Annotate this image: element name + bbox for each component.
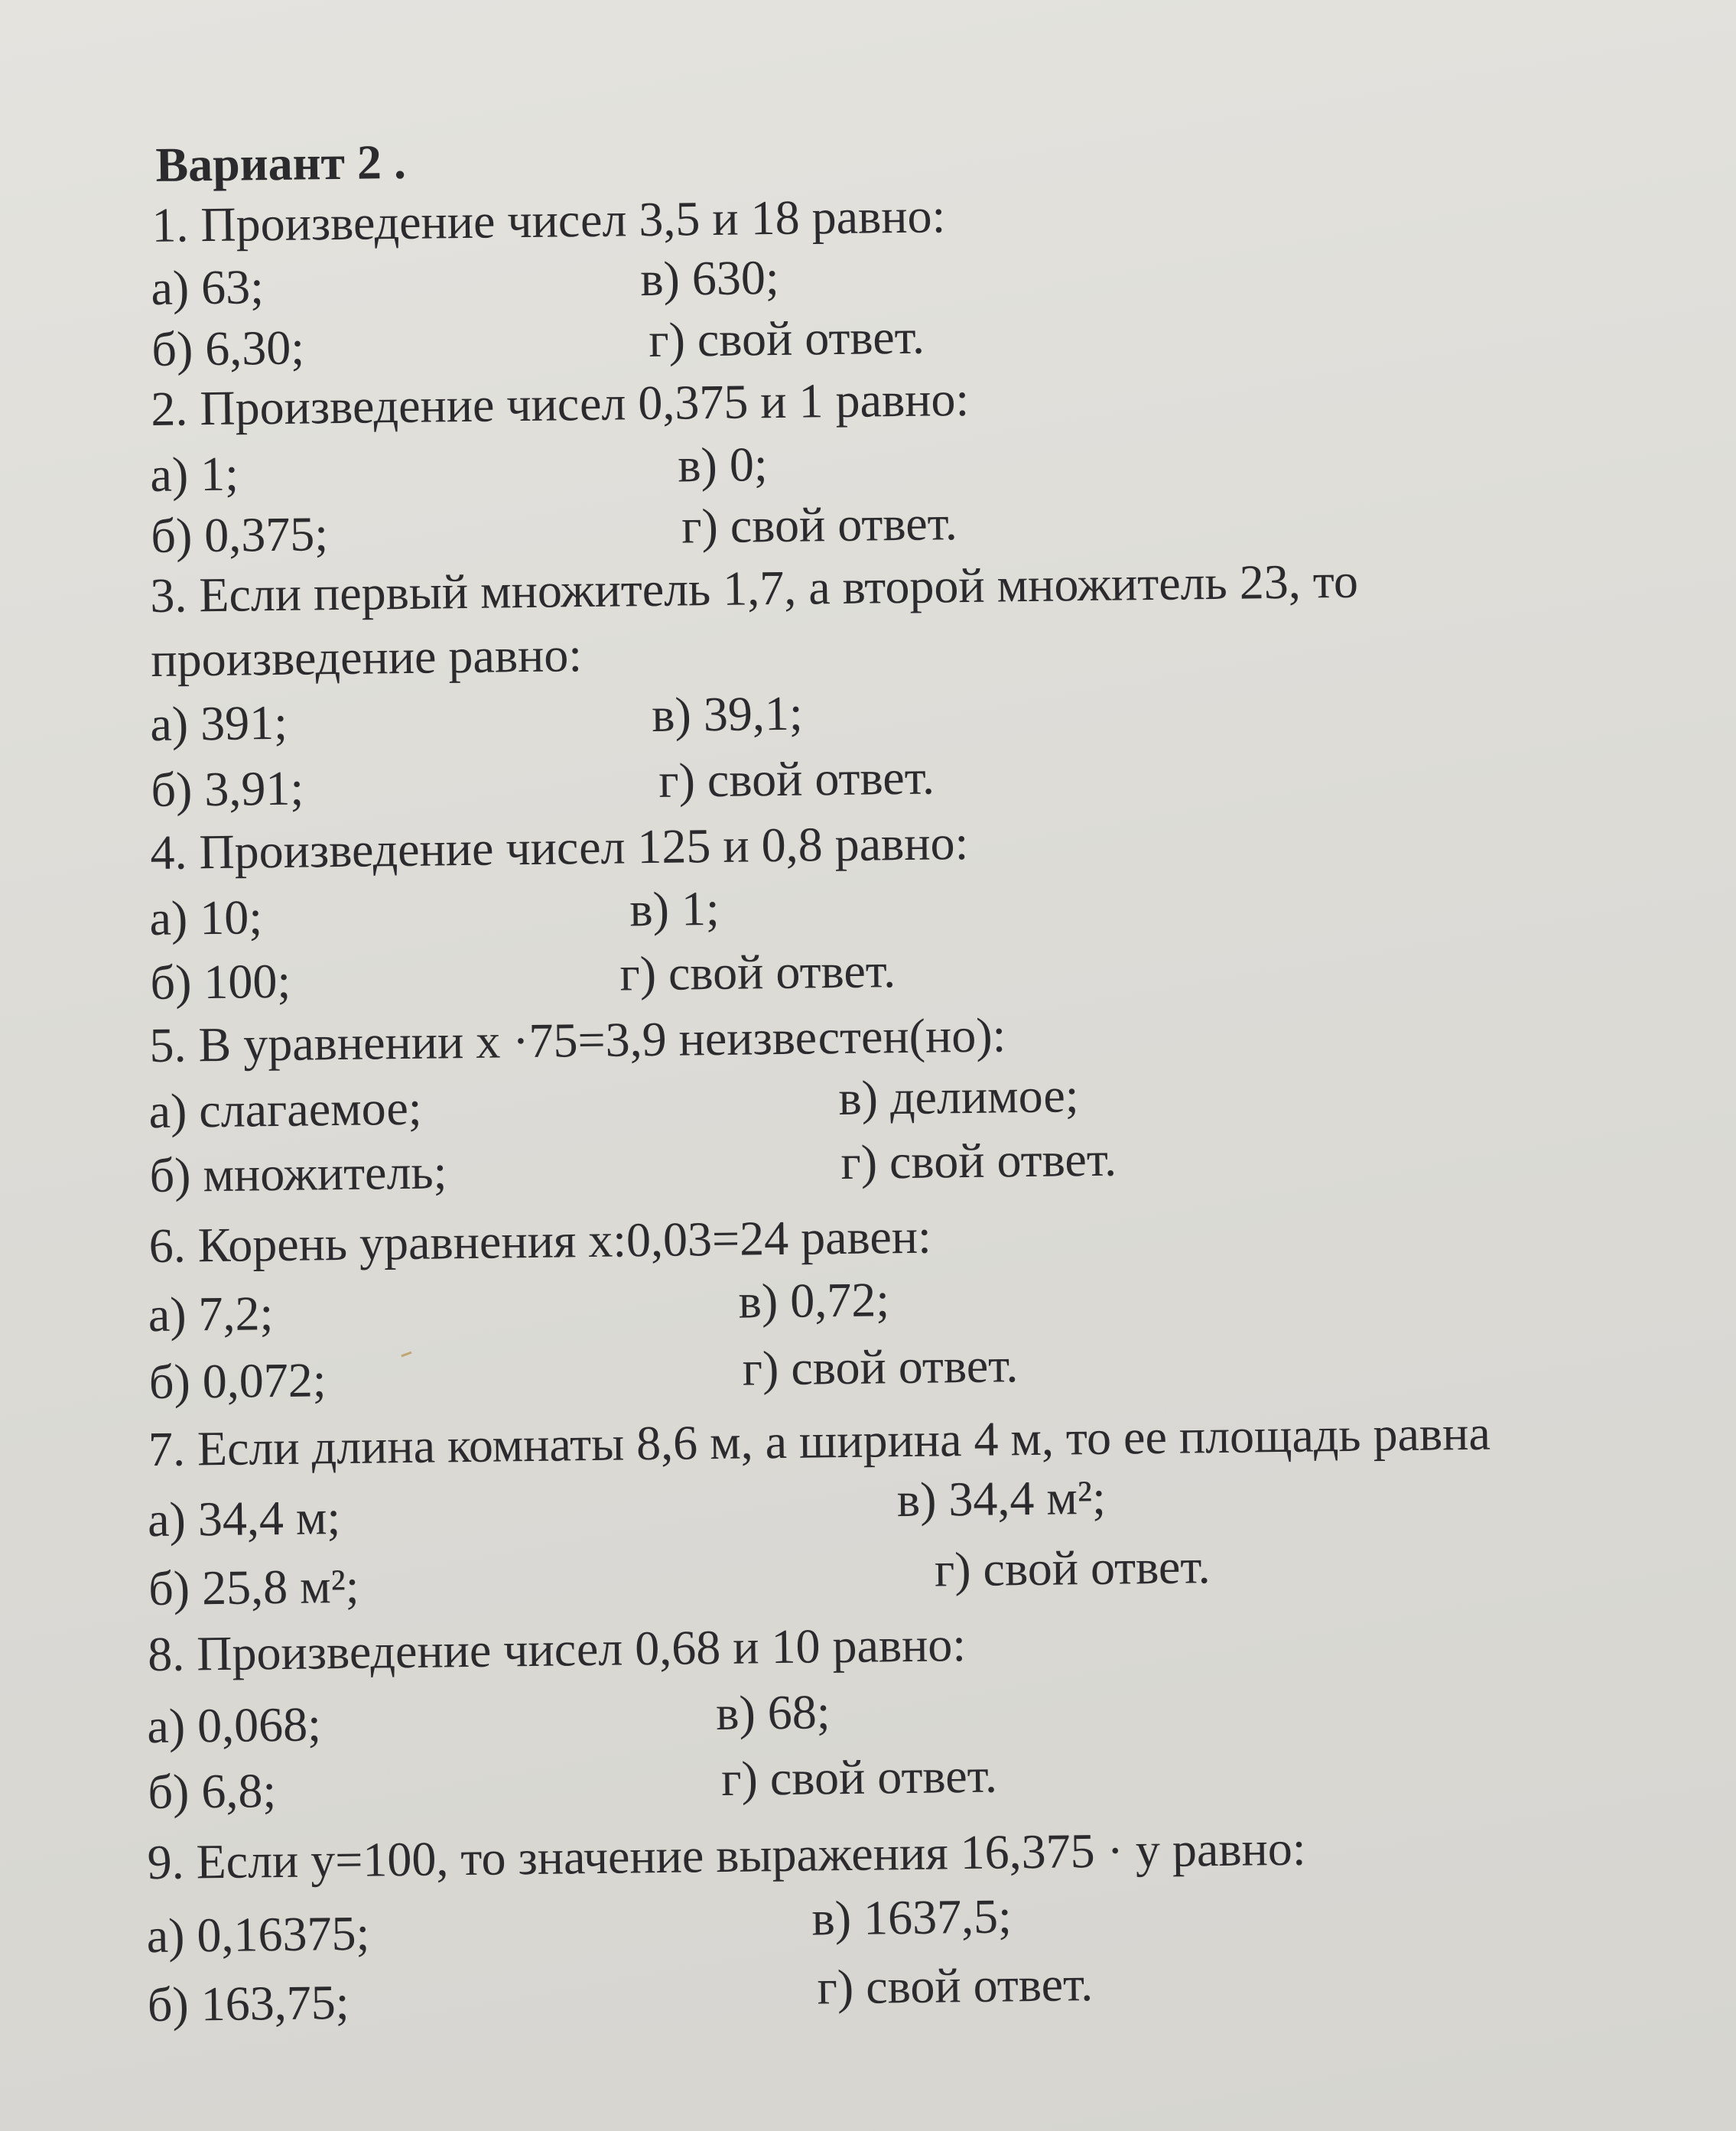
q4-option-b: б) 100;	[150, 953, 291, 1010]
q1-option-a: а) 63;	[150, 259, 265, 315]
question-9: 9. Если у=100, то значение выражения 16,375 · у равно:	[147, 1820, 1306, 1890]
q2-option-v: в) 0;	[677, 437, 769, 493]
q8-option-a: а) 0,068;	[146, 1697, 322, 1754]
q3-option-a: а) 391;	[149, 695, 288, 752]
q3-option-b: б) 3,91;	[151, 760, 304, 817]
q7-option-b: б) 25,8 м²;	[148, 1558, 359, 1616]
q6-option-v: в) 0,72;	[738, 1272, 890, 1329]
paper-speck	[401, 1352, 411, 1358]
q5-option-b: б) множитель;	[149, 1144, 447, 1203]
q3-option-v: в) 39,1;	[651, 685, 804, 742]
question-6: 6. Корень уравнения х:0,03=24 равен:	[148, 1209, 932, 1274]
q8-option-g: г) свой ответ.	[720, 1748, 998, 1806]
q9-option-a: а) 0,16375;	[146, 1905, 370, 1963]
question-7: 7. Если длина комнаты 8,6 м, а ширина 4 м, то ее площадь равна	[148, 1405, 1491, 1477]
q1-option-v: в) 630;	[639, 249, 780, 307]
question-5: 5. В уравнении х ·75=3,9 неизвестен(но):	[149, 1007, 1006, 1073]
q8-option-b: б) 6,8;	[148, 1763, 277, 1820]
q8-option-v: в) 68;	[715, 1684, 831, 1741]
q6-option-b: б) 0,072;	[148, 1352, 327, 1410]
q5-option-a: а) слагаемое;	[148, 1080, 422, 1139]
q2-option-g: г) свой ответ.	[681, 496, 958, 554]
q7-option-g: г) свой ответ.	[934, 1539, 1211, 1597]
q9-option-b: б) 163,75;	[147, 1974, 349, 2032]
q1-option-g: г) свой ответ.	[648, 309, 925, 368]
q9-option-g: г) свой ответ.	[817, 1957, 1094, 2015]
q4-option-a: а) 10;	[149, 890, 263, 946]
q6-option-a: а) 7,2;	[148, 1286, 274, 1342]
q6-option-g: г) свой ответ.	[742, 1338, 1019, 1396]
question-2: 2. Произведение чисел 0,375 и 1 равно:	[150, 371, 970, 436]
q2-option-b: б) 0,375;	[150, 506, 329, 563]
question-3-continued: произведение равно:	[150, 627, 583, 687]
q4-option-g: г) свой ответ.	[619, 943, 896, 1001]
q5-option-v: в) делимое;	[838, 1068, 1080, 1126]
q1-option-b: б) 6,30;	[151, 320, 305, 376]
q3-option-g: г) свой ответ.	[658, 750, 935, 808]
question-8: 8. Произведение чисел 0,68 и 10 равно:	[147, 1617, 967, 1682]
q4-option-v: в) 1;	[629, 880, 720, 937]
q5-option-g: г) свой ответ.	[840, 1131, 1117, 1190]
question-3: 3. Если первый множитель 1,7, а второй множитель 23, то	[149, 553, 1359, 623]
question-1: 1. Произведение чисел 3,5 и 18 равно:	[151, 188, 946, 252]
variant-title: Вариант 2 .	[155, 134, 407, 192]
q9-option-v: в) 1637,5;	[811, 1889, 1013, 1946]
q7-option-v: в) 34,4 м²;	[896, 1469, 1107, 1527]
q2-option-a: а) 1;	[149, 446, 239, 502]
q7-option-a: а) 34,4 м;	[147, 1490, 341, 1547]
question-4: 4. Произведение чисел 125 и 0,8 равно:	[150, 815, 969, 880]
